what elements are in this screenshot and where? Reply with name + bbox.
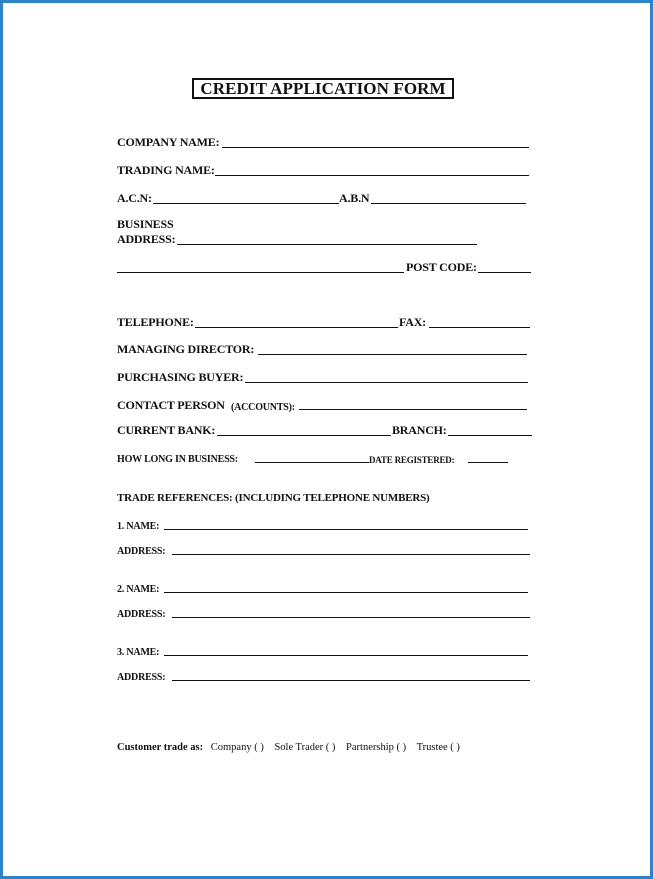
reference-1-address-field[interactable] bbox=[172, 554, 530, 555]
managing-director-label: MANAGING DIRECTOR: bbox=[117, 342, 255, 356]
option-sole-trader[interactable]: Sole Trader ( ) bbox=[274, 742, 336, 753]
telephone-field[interactable] bbox=[195, 327, 398, 328]
reference-1-name-field[interactable] bbox=[164, 529, 528, 530]
contact-person-label: CONTACT PERSON bbox=[117, 398, 225, 412]
how-long-in-business-field[interactable] bbox=[255, 462, 369, 463]
date-registered-field[interactable] bbox=[468, 462, 508, 463]
reference-3-address-label: ADDRESS: bbox=[117, 672, 166, 683]
abn-field[interactable] bbox=[371, 203, 526, 204]
telephone-label: TELEPHONE: bbox=[117, 315, 194, 329]
post-code-label: POST CODE: bbox=[406, 260, 477, 274]
fax-field[interactable] bbox=[429, 327, 530, 328]
business-address-label: ADDRESS: bbox=[117, 232, 176, 246]
post-code-field[interactable] bbox=[478, 272, 531, 273]
trade-references-heading: TRADE REFERENCES: (INCLUDING TELEPHONE NUMBERS) bbox=[117, 492, 430, 504]
option-trustee[interactable]: Trustee ( ) bbox=[416, 742, 460, 753]
contact-person-note: (ACCOUNTS): bbox=[231, 402, 295, 413]
purchasing-buyer-field[interactable] bbox=[245, 382, 528, 383]
how-long-in-business-label: HOW LONG IN BUSINESS: bbox=[117, 454, 238, 465]
reference-2-name-label: 2. NAME: bbox=[117, 584, 160, 595]
reference-1-address-label: ADDRESS: bbox=[117, 546, 166, 557]
customer-trade-as-label: Customer trade as: bbox=[117, 742, 204, 753]
trading-name-field[interactable] bbox=[215, 175, 529, 176]
option-partnership[interactable]: Partnership ( ) bbox=[346, 742, 407, 753]
contact-person-field[interactable] bbox=[299, 409, 527, 410]
reference-3-address-field[interactable] bbox=[172, 680, 530, 681]
reference-1-name-label: 1. NAME: bbox=[117, 521, 160, 532]
company-name-label: COMPANY NAME: bbox=[117, 135, 220, 149]
reference-3-name-label: 3. NAME: bbox=[117, 647, 160, 658]
reference-2-address-label: ADDRESS: bbox=[117, 609, 166, 620]
managing-director-field[interactable] bbox=[258, 354, 527, 355]
acn-label: A.C.N: bbox=[117, 191, 152, 205]
option-company[interactable]: Company ( ) bbox=[210, 742, 264, 753]
current-bank-label: CURRENT BANK: bbox=[117, 423, 216, 437]
customer-trade-as bbox=[117, 742, 468, 753]
form-title: CREDIT APPLICATION FORM bbox=[192, 78, 454, 99]
company-name-field[interactable] bbox=[222, 147, 529, 148]
reference-2-address-field[interactable] bbox=[172, 617, 530, 618]
business-address-line2-field[interactable] bbox=[117, 272, 404, 273]
abn-label: A.B.N bbox=[339, 191, 370, 205]
trading-name-label: TRADING NAME: bbox=[117, 163, 215, 177]
current-bank-field[interactable] bbox=[217, 435, 391, 436]
business-label: BUSINESS bbox=[117, 217, 174, 231]
branch-field[interactable] bbox=[448, 435, 532, 436]
acn-field[interactable] bbox=[153, 203, 339, 204]
branch-label: BRANCH: bbox=[392, 423, 447, 437]
reference-2-name-field[interactable] bbox=[164, 592, 528, 593]
date-registered-label: DATE REGISTERED: bbox=[369, 455, 455, 465]
purchasing-buyer-label: PURCHASING BUYER: bbox=[117, 370, 244, 384]
fax-label: FAX: bbox=[399, 315, 426, 329]
business-address-field[interactable] bbox=[177, 244, 477, 245]
reference-3-name-field[interactable] bbox=[164, 655, 528, 656]
